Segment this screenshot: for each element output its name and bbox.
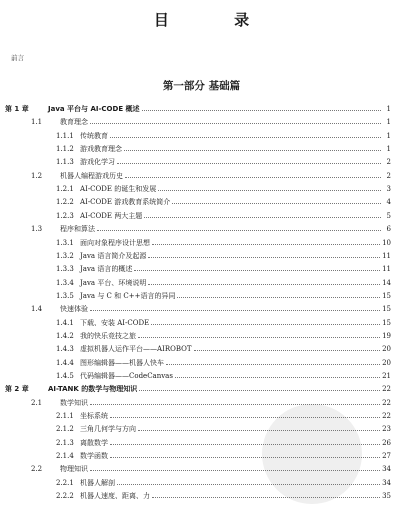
toc-entry-number: 1.4.2 xyxy=(56,331,74,340)
toc-entry-title: 机器人编程游戏历史 xyxy=(60,171,123,180)
toc-entry-page: 34 xyxy=(382,465,391,474)
toc-entry-page: 21 xyxy=(382,372,391,380)
part-heading: 第一部分 基础篇 xyxy=(162,80,241,92)
toc-entry-title: Java 平台与 AI-CODE 概述 xyxy=(48,105,140,113)
toc-entry-number: 2.1.1 xyxy=(56,412,74,421)
toc-entry-page: 14 xyxy=(382,278,391,287)
toc-entry-number: 1.4.3 xyxy=(56,345,74,354)
toc-entry-page: 19 xyxy=(382,331,391,340)
toc-entry[interactable] xyxy=(0,210,391,220)
toc-entry-title: 教育理念 xyxy=(60,118,88,127)
toc-entry-title: Java 语言的概述 xyxy=(80,265,133,274)
toc-entry-number: 1.1.3 xyxy=(56,158,74,167)
toc-entry[interactable] xyxy=(0,183,391,193)
toc-entry-page: 20 xyxy=(382,358,391,367)
toc-entry-number: 2.1.3 xyxy=(56,438,74,447)
toc-entry-number: 1.1.1 xyxy=(56,131,74,140)
toc-entry-number: 第 1 章 xyxy=(5,105,29,113)
toc-entry-title: 我的快乐竞技之旅 xyxy=(80,331,136,340)
toc-entry-page: 11 xyxy=(382,251,391,260)
toc-entry-page: 35 xyxy=(382,492,391,501)
toc-entry-title: AI-CODE 游戏教育系统简介 xyxy=(80,198,171,207)
toc-entry[interactable] xyxy=(0,116,391,126)
toc-entry-title: 面向对象程序设计思想 xyxy=(80,238,150,247)
toc-leader-dots xyxy=(142,110,381,111)
toc-entry-number: 1.4.4 xyxy=(56,358,74,367)
toc-entry-number: 1.4.1 xyxy=(56,318,74,327)
toc-entry-number: 1.3.2 xyxy=(56,251,74,260)
toc-entry-number: 1.2 xyxy=(31,171,43,180)
toc-leader-dots xyxy=(134,270,380,271)
toc-entry-number: 1.4.5 xyxy=(56,372,74,380)
toc-entry-number: 2.2 xyxy=(31,465,43,474)
page-title: 目 录 xyxy=(153,11,280,29)
toc-entry[interactable] xyxy=(0,103,391,113)
toc-entry-title: 游戏教育理念 xyxy=(80,145,122,154)
toc-entry-title: 三角几何学与方向 xyxy=(80,425,136,434)
toc-entry[interactable] xyxy=(0,383,391,393)
toc-leader-dots xyxy=(144,217,381,218)
toc-entry-page: 22 xyxy=(382,412,391,421)
toc-leader-dots xyxy=(152,244,380,245)
toc-entry[interactable] xyxy=(0,196,391,206)
toc-leader-dots xyxy=(148,284,380,285)
toc-entry[interactable] xyxy=(0,250,391,260)
toc-leader-dots xyxy=(90,310,380,311)
toc-entry-title: Java 与 C 和 C++语言的异同 xyxy=(80,291,176,300)
toc-leader-dots xyxy=(125,177,381,178)
library-stamp xyxy=(262,404,362,504)
toc-entry-number: 1.3.1 xyxy=(56,238,74,247)
toc-leader-dots xyxy=(139,390,380,391)
toc-entry-number: 1.2.3 xyxy=(56,211,74,220)
toc-entry-title: 图形编辑器——机器人快车 xyxy=(80,358,164,367)
toc-entry-title: 下载、安装 AI-CODE xyxy=(80,318,150,327)
toc-entry-title: 程序和算法 xyxy=(60,225,95,234)
toc-entry-title: 数学函数 xyxy=(80,452,108,461)
toc-entry-number: 2.1.2 xyxy=(56,425,74,434)
toc-entry-page: 20 xyxy=(382,345,391,354)
toc-leader-dots xyxy=(90,404,380,405)
toc-entry[interactable] xyxy=(0,143,391,153)
toc-entry[interactable] xyxy=(0,343,391,353)
toc-entry-title: 数学知识 xyxy=(60,398,88,407)
toc-leader-dots xyxy=(148,257,380,258)
toc-leader-dots xyxy=(97,230,381,231)
toc-leader-dots xyxy=(152,497,380,498)
toc-entry-number: 1.3.3 xyxy=(56,265,74,274)
toc-entry-number: 2.1.4 xyxy=(56,452,74,461)
toc-leader-dots xyxy=(151,324,380,325)
toc-leader-dots xyxy=(124,150,381,151)
toc-entry-number: 2.2.1 xyxy=(56,478,74,487)
toc-entry-title: 传统教育 xyxy=(80,131,108,140)
toc-entry-title: AI-CODE 的诞生和发展 xyxy=(80,185,157,194)
toc-entry-title: Java 平台、环境说明 xyxy=(80,278,147,287)
toc-entry[interactable] xyxy=(0,397,391,407)
toc-entry[interactable] xyxy=(0,237,391,247)
toc-entry-number: 2.2.2 xyxy=(56,492,74,501)
toc-entry-title: AI-TANK 的数学与物理知识 xyxy=(48,385,138,394)
toc-entry-number: 1.2.1 xyxy=(56,185,74,194)
toc-leader-dots xyxy=(177,297,380,298)
toc-entry-number: 第 2 章 xyxy=(5,385,29,394)
toc-entry-number: 1.1 xyxy=(31,118,43,127)
toc-leader-dots xyxy=(110,137,381,138)
toc-entry-number: 1.3.4 xyxy=(56,278,74,287)
toc-entry-title: 快速体验 xyxy=(60,305,88,314)
toc-entry-page: 2 xyxy=(386,158,391,167)
toc-entry-page: 26 xyxy=(382,438,391,447)
toc-entry[interactable] xyxy=(0,303,391,313)
toc-entry[interactable] xyxy=(0,223,391,233)
toc-entry[interactable] xyxy=(0,277,391,287)
toc-entry[interactable] xyxy=(0,156,391,166)
toc-leader-dots xyxy=(172,203,381,204)
toc-entry-page: 3 xyxy=(386,185,391,194)
toc-entry-title: 代码编辑器——CodeCanvas xyxy=(80,372,173,380)
toc-entry[interactable] xyxy=(0,357,391,367)
toc-entry[interactable] xyxy=(0,170,391,180)
toc-leader-dots xyxy=(117,163,381,164)
toc-entry-page: 1 xyxy=(386,145,391,154)
toc-leader-dots xyxy=(138,337,380,338)
toc-entry-title: 游戏化学习 xyxy=(80,158,115,167)
toc-entry-page: 27 xyxy=(382,452,391,461)
toc-entry-page: 11 xyxy=(382,265,391,274)
toc-entry-number: 1.3.5 xyxy=(56,291,74,300)
toc-entry-page: 22 xyxy=(382,385,391,394)
toc-entry[interactable] xyxy=(0,370,391,380)
toc-leader-dots xyxy=(194,350,381,351)
toc-entry-page: 2 xyxy=(386,171,391,180)
toc-entry-page: 15 xyxy=(382,305,391,314)
toc-entry-page: 1 xyxy=(386,118,391,127)
toc-entry-page: 4 xyxy=(386,198,391,207)
toc-entry-title: 物理知识 xyxy=(60,465,88,474)
toc-entry-page: 22 xyxy=(382,398,391,407)
toc-entry-title: Java 语言简介及起源 xyxy=(80,251,147,260)
toc-entry-page: 10 xyxy=(382,238,391,247)
toc-entry-number: 1.4 xyxy=(31,305,43,314)
toc-entry-title: 机器人速度、距离、力 xyxy=(80,492,150,501)
toc-entry[interactable] xyxy=(0,130,391,140)
preface-label: 前言 xyxy=(11,54,24,62)
toc-entry-number: 1.1.2 xyxy=(56,145,74,154)
toc-leader-dots xyxy=(175,377,380,378)
toc-entry-number: 1.2.2 xyxy=(56,198,74,207)
toc-entry-page: 23 xyxy=(382,425,391,434)
toc-entry-title: 坐标系统 xyxy=(80,412,108,421)
toc-entry-title: AI-CODE 两大主题 xyxy=(80,211,143,220)
toc-entry[interactable] xyxy=(0,290,391,300)
toc-entry-page: 1 xyxy=(386,105,391,113)
toc-entry-number: 2.1 xyxy=(31,398,43,407)
toc-leader-dots xyxy=(90,123,381,124)
toc-entry-page: 15 xyxy=(382,318,391,327)
toc-entry-title: 机器人解剖 xyxy=(80,478,115,487)
toc-entry-title: 离散数学 xyxy=(80,438,108,447)
toc-entry-page: 34 xyxy=(382,478,391,487)
toc-leader-dots xyxy=(166,364,380,365)
toc-entry-title: 虚拟机器人运作平台——AIROBOT xyxy=(80,345,192,354)
toc-entry-page: 5 xyxy=(386,211,391,220)
toc-entry[interactable] xyxy=(0,317,391,327)
toc-entry-page: 15 xyxy=(382,291,391,300)
toc-entry-page: 1 xyxy=(386,131,391,140)
toc-entry[interactable] xyxy=(0,330,391,340)
toc-entry[interactable] xyxy=(0,263,391,273)
toc-leader-dots xyxy=(158,190,381,191)
toc-entry-number: 1.3 xyxy=(31,225,43,234)
toc-entry-page: 6 xyxy=(386,225,391,234)
